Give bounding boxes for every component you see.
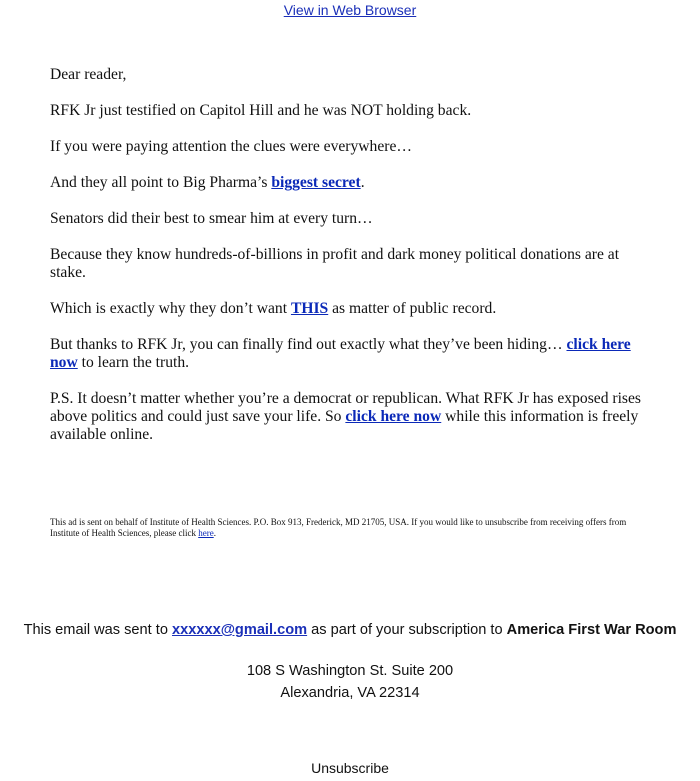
paragraph-6-end: as matter of public record.: [328, 300, 497, 317]
greeting: Dear reader,: [50, 66, 127, 83]
ad-disclaimer: [50, 517, 650, 539]
paragraph-3-text: And they all point to Big Pharma’s: [50, 174, 272, 191]
this-link[interactable]: THIS: [290, 300, 329, 317]
paragraph-5: Because they know hundreds-of-billions in profit and dark money political donations are at stake.: [50, 246, 620, 281]
paragraph-3-end: .: [360, 174, 365, 191]
click-here-now-link-2[interactable]: click here now: [345, 408, 442, 425]
unsubscribe-link[interactable]: Unsubscribe: [311, 760, 389, 776]
address-line-2: Alexandria, VA 22314: [280, 685, 420, 701]
paragraph-6: [50, 300, 650, 318]
recipient-email-link[interactable]: xxxxxx@gmail.com: [172, 622, 308, 638]
brand-name: America First War Room: [506, 622, 677, 638]
address-line-1: 108 S Washington St. Suite 200: [246, 663, 454, 679]
postscript: [50, 390, 650, 444]
disclaimer-text: This ad is sent on behalf of Institute of Health Sciences. P.O. Box 913, Frederick, MD 21705, USA. If you would like to unsubscribe from receiving offers from Institute of Health Sciences, please click: [50, 517, 627, 538]
mailing-address: [0, 660, 700, 704]
paragraph-7-end: to learn the truth.: [77, 354, 190, 371]
footer: [0, 620, 700, 704]
subscription-notice: [0, 620, 700, 640]
postscript-end: while this information is freely available online.: [50, 408, 639, 443]
paragraph-3: [50, 174, 650, 192]
view-in-browser-link[interactable]: View in Web Browser: [283, 2, 417, 18]
paragraph-4: Senators did their best to smear him at every turn…: [50, 210, 373, 227]
letter-body: [50, 66, 650, 462]
paragraph-1: RFK Jr just testified on Capitol Hill and he was NOT holding back.: [50, 102, 472, 119]
paragraph-6-text: Which is exactly why they don’t want: [50, 300, 291, 317]
biggest-secret-link[interactable]: biggest secret: [271, 174, 361, 191]
postscript-text: P.S. It doesn’t matter whether you’re a democrat or republican. What RFK Jr has exposed rises above politics and could just save your life. So: [50, 390, 641, 425]
paragraph-7-text: But thanks to RFK Jr, you can finally find out exactly what they’ve been hiding…: [50, 336, 567, 353]
disclaimer-unsubscribe-link[interactable]: here: [198, 528, 214, 538]
unsubscribe-area: [0, 760, 700, 776]
paragraph-2: If you were paying attention the clues were everywhere…: [50, 138, 412, 155]
header: [0, 2, 700, 18]
disclaimer-end: .: [213, 528, 216, 538]
paragraph-7: [50, 336, 650, 372]
sent-middle: as part of your subscription to: [307, 622, 507, 638]
sent-prefix: This email was sent to: [23, 622, 172, 638]
click-here-now-link-1[interactable]: click here now: [50, 336, 631, 371]
